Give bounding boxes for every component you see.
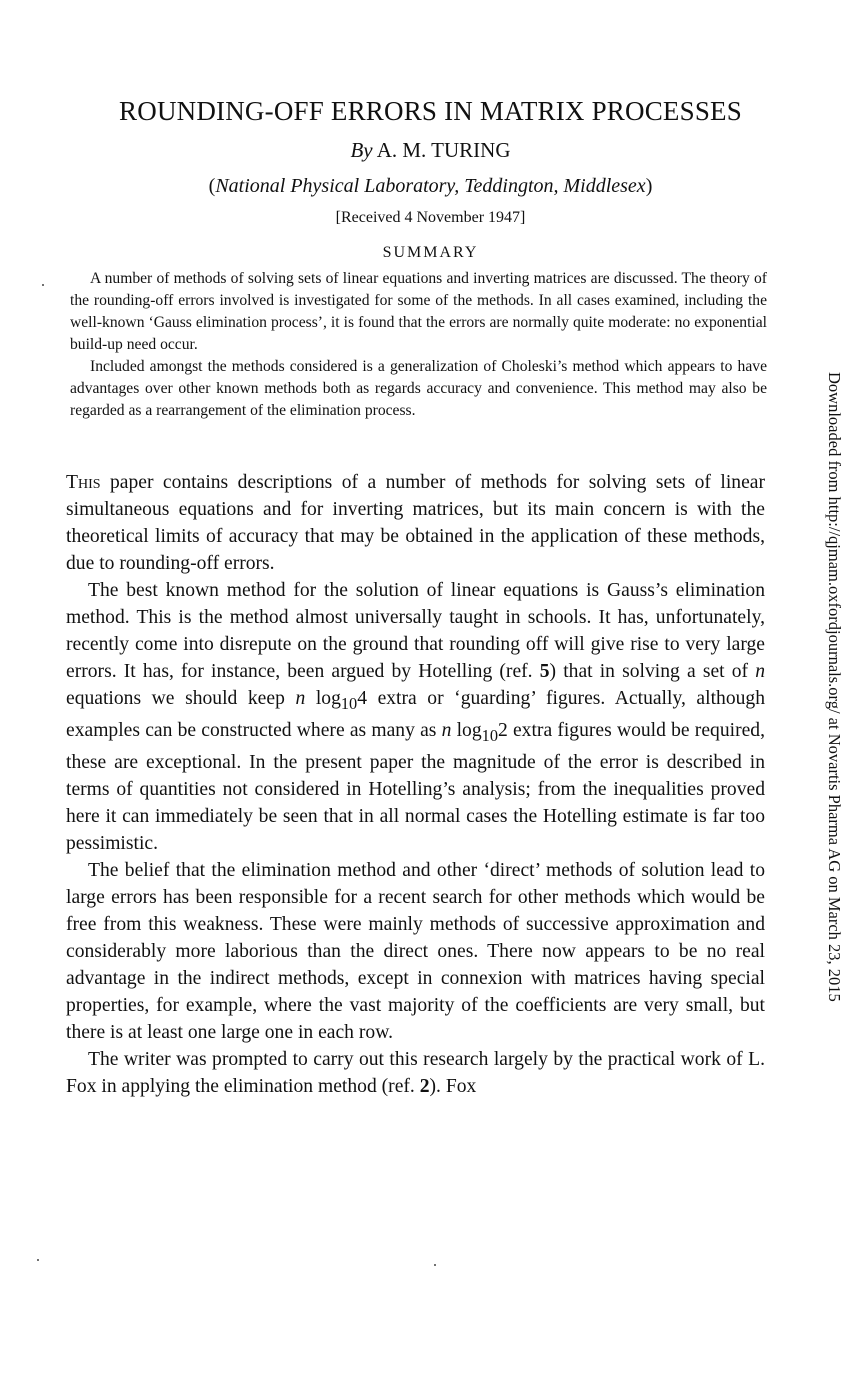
summary-paragraph-1: A number of methods of solving sets of linear equations and inverting matrices are discussed. The theory of the rounding-off errors involved is investigated for some of the methods. In all cases examined, including the well-known ‘Gauss elimination process’, it is found that the errors are normally quite moderate: no exponential build-up need occur. — [70, 270, 767, 353]
p2-text-e: extra figures would be required, these are exceptional. In the present paper the magnitude of the error is described in terms of quantities not considered in Hotelling’s analysis; from the inequalities proved here it can immediately be seen that in all normal cases the Hotelling estimate is far too pessimistic. — [66, 719, 765, 854]
scan-speck — [37, 1259, 39, 1261]
affiliation-county: Middlesex — [563, 175, 646, 197]
summary-heading: SUMMARY — [382, 244, 479, 261]
body-paragraph-4 — [66, 1046, 765, 1100]
body-paragraph-1 — [66, 469, 765, 577]
reference-2[interactable]: 2 — [419, 1075, 430, 1097]
body-paragraph-1-text: paper contains descriptions of a number of methods for solving sets of linear simultaneous equations and for inverting matrices, but its main concern is with the theoretical limits of accuracy that may be obtained in the application of these methods, due to rounding-off errors. — [66, 472, 765, 574]
p2-text-c: equations we should keep — [66, 688, 296, 709]
download-watermark — [818, 372, 848, 1012]
body-paragraph-2 — [66, 577, 765, 857]
received-date: [Received 4 November 1947] — [335, 209, 526, 226]
affiliation: (National Physical Laboratory, Teddington, Middlesex) — [208, 175, 653, 197]
download-notice: Downloaded from http://qjmam.oxfordjournals.org/ at Novartis Pharma AG on March 23, 2015 — [825, 372, 844, 1002]
math-n: n — [295, 688, 306, 709]
math-n: n — [755, 661, 765, 682]
math-number: 4 — [357, 688, 367, 709]
p2-text-d: extra or ‘guarding’ figures. Actually, although examples can be constructed where as many as — [66, 688, 766, 741]
author-line — [0, 138, 861, 163]
author-name: A. M. TURING — [376, 138, 511, 162]
summary-paragraph-2: Included amongst the methods considered is a generalization of Choleski’s method which appears to have advantages over other known methods both as regards accuracy and convenience. This method may also be regarded as a rearrangement of the elimination process. — [70, 358, 767, 419]
p2-text-a: The best known method for the solution of linear equations is Gauss’s elimination method. This is the method almost universally taught in schools. It has, unfortunately, recently come into disrepute on the ground that rounding off will give rise to very large errors. It has, for instance, been argued by Hotelling (ref. — [66, 580, 765, 682]
scan-speck — [42, 284, 44, 286]
reference-5[interactable]: 5 — [539, 661, 550, 682]
math-number: 2 — [497, 719, 508, 741]
math-n: n — [441, 719, 452, 741]
paper-title: ROUNDING-OFF ERRORS IN MATRIX PROCESSES — [119, 96, 742, 126]
summary-block — [70, 268, 767, 422]
math-log: log — [456, 719, 482, 741]
drop-lead-word: This — [66, 472, 101, 493]
p4-text-a: The writer was prompted to carry out this research largely by the practical work of L. Fox in applying the elimination method (ref. — [66, 1048, 765, 1097]
math-subscript: 10 — [481, 725, 498, 745]
math-log: log — [315, 688, 341, 709]
p2-text-b: ) that in solving a set of — [549, 661, 756, 682]
body-text — [66, 469, 765, 1100]
body-paragraph-3: The belief that the elimination method and other ‘direct’ methods of solution lead to large errors has been responsible for a recent search for other methods which would be free from this weakness. These were mainly methods of successive approximation and considerably more laborious than the direct ones. There now appears to be no real advantage in the indirect methods, except in connexion with matrices having special properties, for example, where the vast majority of the coefficients are very small, but there is at least one large one in each row. — [66, 859, 765, 1043]
author-by: By — [350, 138, 373, 162]
p4-text-b: ). Fox — [429, 1075, 477, 1097]
math-subscript: 10 — [340, 693, 358, 713]
affiliation-town: Teddington — [464, 175, 554, 197]
affiliation-institution: National Physical Laboratory — [215, 175, 455, 197]
scan-speck — [434, 1264, 436, 1266]
